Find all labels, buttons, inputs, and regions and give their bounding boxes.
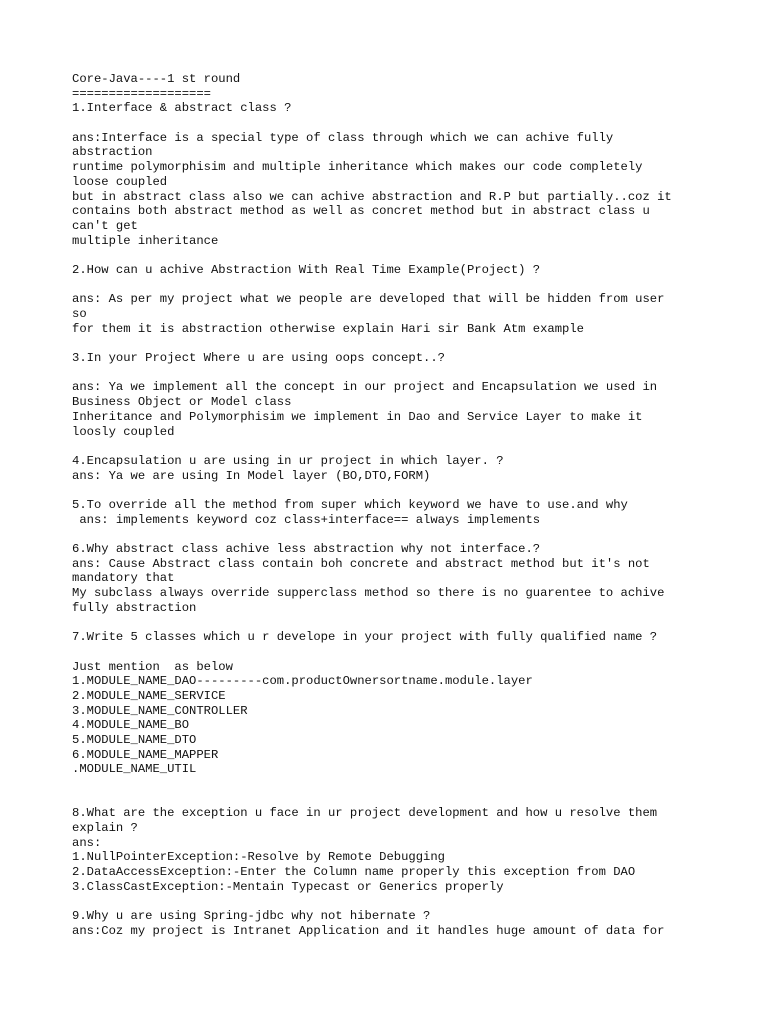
text-line: .MODULE_NAME_UTIL [72,762,197,777]
text-line: fully abstraction [72,600,197,615]
text-line: 1.NullPointerException:-Resolve by Remote Debugging [72,850,445,865]
text-line [72,792,712,807]
text-line: Business Object or Model class [72,395,292,410]
text-line: Just mention as below [72,659,233,674]
text-line: loose coupled [72,174,168,189]
text-line: 2.How can u achive Abstraction With Real Time Example(Project) ? [72,262,541,277]
text-line: 7.Write 5 classes which u r develope in your project with fully qualified name ? [72,630,658,645]
text-line [72,615,712,630]
text-line: Inheritance and Polymorphisim we implement in Dao and Service Layer to make it [72,409,643,424]
text-line: 8.What are the exception u face in ur project development and how u resolve them [72,806,658,821]
text-line: 3.ClassCastException:-Mentain Typecast or Generics properly [72,879,504,894]
text-line: 4.Encapsulation u are using in ur project in which layer. ? [72,453,504,468]
text-line: 4.MODULE_NAME_BO [72,718,190,733]
text-line: multiple inheritance [72,233,219,248]
text-line: explain ? [72,821,138,836]
text-line: =================== [72,86,211,101]
text-line: 6.Why abstract class achive less abstraction why not interface.? [72,542,541,556]
text-line [72,645,712,660]
text-line: 2.DataAccessException:-Enter the Column name properly this exception from DAO [72,865,636,880]
text-line [72,483,712,498]
text-line: 5.MODULE_NAME_DTO [72,732,197,747]
text-line: mandatory that [72,571,175,586]
text-line: My subclass always override supperclass method so there is no guarentee to achive [72,586,665,601]
text-line [72,116,712,131]
text-line: Core-Java----1 st round [72,72,241,86]
text-line [72,527,712,542]
text-line: 3.MODULE_NAME_CONTROLLER [72,703,248,718]
text-line [72,439,712,454]
text-line: ans:Coz my project is Intranet Application and it handles huge amount of data for [72,923,665,938]
text-line: 5.To override all the method from super which keyword we have to use.and why [72,497,628,512]
text-line: abstraction [72,145,153,160]
text-line: for them it is abstraction otherwise explain Hari sir Bank Atm example [72,321,584,336]
text-line: 6.MODULE_NAME_MAPPER [72,747,219,762]
text-line: 1.Interface & abstract class ? [72,101,292,116]
text-line: 9.Why u are using Spring-jdbc why not hibernate ? [72,909,431,924]
text-line: loosly coupled [72,424,175,439]
text-line: contains both abstract method as well as concret method but in abstract class u [72,204,650,219]
text-line: 3.In your Project Where u are using oops concept..? [72,351,445,366]
text-line: ans: [72,835,102,850]
text-line: can't get [72,218,138,233]
text-line [72,777,712,792]
text-line: but in abstract class also we can achive abstraction and R.P but partially..coz it [72,189,672,204]
text-line: ans: implements keyword coz class+interface== always implements [72,512,541,527]
text-line: ans: Cause Abstract class contain boh concrete and abstract method but it's not [72,556,650,571]
text-line: so [72,307,87,321]
text-line [72,895,712,910]
text-line: ans: Ya we are using In Model layer (BO,DTO,FORM) [72,468,431,483]
text-line: ans:Interface is a special type of class through which we can achive fully [72,130,614,145]
text-line: ans: As per my project what we people are developed that will be hidden from user [72,292,665,307]
text-line [72,366,712,381]
text-line: ans: Ya we implement all the concept in our project and Encapsulation we used in [72,380,658,395]
text-line: 1.MODULE_NAME_DAO---------com.productOwnersortname.module.layer [72,674,533,689]
text-line: runtime polymorphisim and multiple inheritance which makes our code completely [72,160,643,175]
text-line: 2.MODULE_NAME_SERVICE [72,688,226,703]
text-line [72,278,712,293]
text-line [72,248,712,263]
document-page [72,72,712,939]
text-line [72,336,712,351]
